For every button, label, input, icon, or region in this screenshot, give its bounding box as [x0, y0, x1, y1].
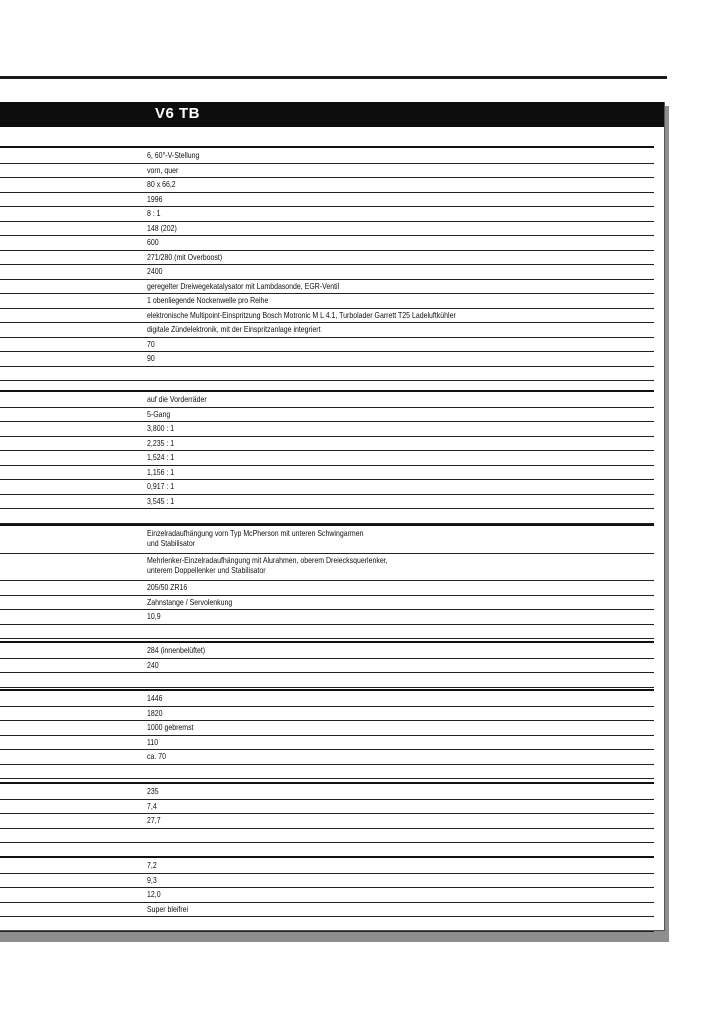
spec-value-line: auf die Vorderräder [147, 394, 207, 404]
spec-value [147, 751, 166, 761]
row-rule [0, 764, 654, 765]
row-rule [0, 264, 654, 265]
column-title: V6 TB [155, 105, 201, 122]
row-rule [0, 235, 654, 236]
spec-value-line: 1,524 : 1 [147, 452, 175, 462]
spec-value [147, 194, 163, 204]
spec-value [147, 409, 170, 419]
row-rule [0, 293, 654, 294]
spec-value-line: 600 [147, 237, 159, 247]
spec-value [147, 208, 161, 218]
spec-value [147, 815, 161, 825]
row-rule [0, 407, 654, 408]
spec-value-line: 5-Gang [147, 408, 171, 419]
row-rule [0, 337, 654, 338]
spec-value [147, 481, 174, 491]
row-rule [0, 828, 654, 829]
spec-value [147, 223, 177, 233]
section-rule [0, 524, 654, 526]
spec-value [147, 310, 456, 320]
spec-value-line: vorn, quer [147, 164, 179, 175]
spec-value-line: 1,156 : 1 [147, 466, 175, 477]
spec-value [147, 324, 321, 334]
row-rule [0, 873, 654, 874]
spec-value [147, 786, 159, 796]
spec-value [147, 582, 187, 592]
spec-value [147, 875, 157, 885]
row-rule [0, 687, 654, 688]
spec-value [147, 801, 157, 811]
row-rule [0, 813, 654, 814]
spec-value [147, 597, 232, 607]
spec-value-line: 2,235 : 1 [147, 437, 175, 448]
row-rule [0, 842, 654, 843]
spec-value-line: 10,9 [147, 611, 161, 621]
spec-value-line: 7,2 [147, 860, 157, 870]
spec-value [147, 860, 157, 870]
row-rule [0, 624, 654, 625]
row-rule [0, 735, 654, 736]
row-rule [0, 322, 654, 323]
row-rule [0, 351, 654, 352]
spec-value [147, 423, 174, 433]
spec-value [147, 693, 163, 703]
spec-value [147, 737, 158, 747]
spec-value-line: 8 : 1 [147, 208, 161, 218]
spec-value [147, 889, 161, 899]
spec-value [147, 266, 163, 276]
spec-value-line: 1996 [147, 193, 163, 204]
row-rule [0, 580, 654, 581]
row-rule [0, 749, 654, 750]
spec-value [147, 722, 193, 732]
spec-value-line: 3,800 : 1 [147, 423, 175, 433]
row-rule [0, 799, 654, 800]
spec-value-line: 80 x 66,2 [147, 179, 176, 189]
row-rule [0, 366, 654, 367]
row-rule [0, 192, 654, 193]
spec-value-line: ca. 70 [147, 751, 166, 761]
spec-value-line: 3,545 : 1 [147, 495, 175, 506]
spec-value [147, 555, 388, 575]
row-rule [0, 609, 654, 610]
section-rule [0, 146, 654, 148]
row-rule [0, 887, 654, 888]
spec-value-line: 1 obenliegende Nockenwelle pro Reihe [147, 295, 269, 305]
spec-value-line: 1820 [147, 707, 163, 718]
row-rule [0, 250, 654, 251]
spec-value [147, 660, 159, 670]
spec-value-line: 240 [147, 659, 159, 670]
spec-value-line: 70 [147, 338, 155, 349]
spec-value [147, 708, 163, 718]
row-rule [0, 279, 654, 280]
spec-value-line: elektronische Multipoint-Einspritzung Bosch Motronic M L 4.1, Turbolader Garrett T25 Ladeluftkühler [147, 309, 456, 320]
spec-value [147, 438, 174, 448]
section-rule [0, 782, 654, 784]
spec-value-continuation: unterem Doppellenker und Stabilisator [147, 565, 266, 575]
spec-value [147, 528, 363, 548]
row-rule [0, 931, 654, 932]
spec-value [147, 452, 174, 462]
spec-value-line: 90 [147, 353, 155, 363]
spec-value-line: 1446 [147, 693, 163, 703]
spec-value-line: Super bleifrei [147, 903, 189, 914]
spec-value [147, 394, 207, 404]
spec-value-line: 271/280 (mit Overboost) [147, 251, 223, 262]
spec-sheet [0, 102, 665, 931]
row-rule [0, 177, 654, 178]
spec-value-line: 0,917 : 1 [147, 481, 175, 491]
row-rule [0, 595, 654, 596]
section-rule [0, 641, 654, 643]
spec-value-line: 7,4 [147, 800, 157, 811]
spec-value [147, 353, 155, 363]
spec-value-line: 148 (202) [147, 222, 177, 233]
spec-value [147, 904, 188, 914]
spec-value [147, 339, 155, 349]
row-rule [0, 380, 654, 381]
spec-value-line: 235 [147, 786, 159, 796]
spec-value-line: 9,3 [147, 874, 157, 885]
spec-value [147, 467, 174, 477]
spec-value-line: 2400 [147, 266, 163, 276]
row-rule [0, 658, 654, 659]
row-rule [0, 206, 654, 207]
spec-value-line: Zahnstange / Servolenkung [147, 596, 233, 607]
row-rule [0, 163, 654, 164]
spec-value [147, 165, 178, 175]
spec-value-line: 110 [147, 736, 159, 747]
row-rule [0, 421, 654, 422]
row-rule [0, 494, 654, 495]
row-rule [0, 720, 654, 721]
spec-value-line: 27,7 [147, 815, 161, 825]
spec-value-line: 284 (innenbelüftet) [147, 645, 206, 655]
spec-value-line: Mehrlenker-Einzelradaufhängung mit Alurahmen, oberem Dreiecksquerlenker, [147, 555, 388, 565]
row-rule [0, 902, 654, 903]
spec-value [147, 295, 268, 305]
row-rule [0, 479, 654, 480]
spec-value-line: 6, 60°-V-Stellung [147, 150, 200, 160]
spec-value [147, 281, 339, 291]
spec-value [147, 611, 161, 621]
row-rule [0, 672, 654, 673]
spec-value [147, 150, 199, 160]
row-rule [0, 508, 654, 509]
spec-value [147, 237, 159, 247]
spec-value [147, 179, 176, 189]
row-rule [0, 916, 654, 917]
spec-value [147, 496, 174, 506]
spec-value-line: 1000 gebremst [147, 722, 194, 732]
row-rule [0, 553, 654, 554]
spec-value [147, 645, 205, 655]
spec-value-continuation: und Stabilisator [147, 538, 196, 548]
spec-value-line: geregelter Dreiwegekatalysator mit Lambdasonde, EGR-Ventil [147, 280, 340, 291]
spec-value-line: digitale Zündelektronik, mit der Einspritzanlage integriert [147, 324, 321, 334]
spec-rows [0, 102, 664, 930]
row-rule [0, 221, 654, 222]
row-rule [0, 778, 654, 779]
row-rule [0, 450, 654, 451]
section-rule [0, 390, 654, 392]
top-rule [0, 76, 667, 79]
spec-value-line: Einzelradaufhängung vorn Typ McPherson mit unteren Schwingarmen [147, 528, 364, 538]
row-rule [0, 465, 654, 466]
spec-value [147, 252, 222, 262]
row-rule [0, 706, 654, 707]
section-rule [0, 856, 654, 858]
section-rule [0, 689, 654, 691]
row-rule [0, 308, 654, 309]
row-rule [0, 436, 654, 437]
spec-value-line: 205/50 ZR16 [147, 582, 188, 592]
row-rule [0, 638, 654, 639]
spec-value-line: 12,0 [147, 889, 161, 899]
